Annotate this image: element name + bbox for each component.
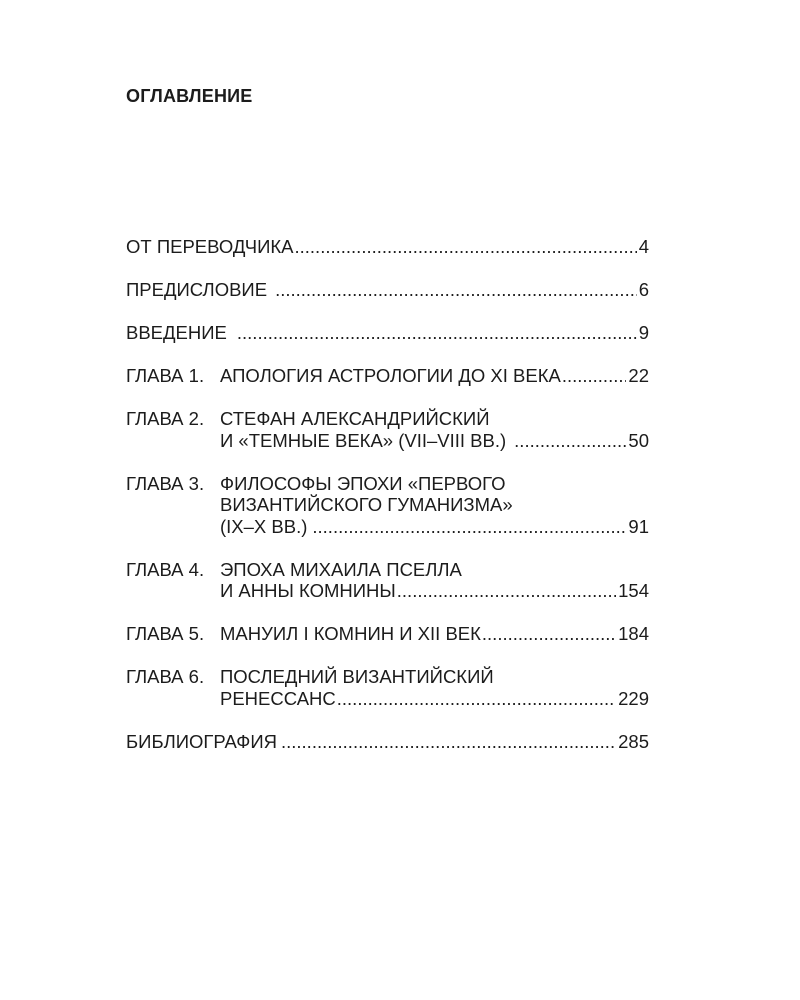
toc-page-number: 4 xyxy=(638,236,649,257)
toc-entry-title: БИБЛИОГРАФИЯ xyxy=(126,730,277,752)
toc-heading: ОГЛАВЛЕНИЕ xyxy=(126,86,253,106)
dot-leader xyxy=(237,322,637,344)
dot-leader xyxy=(397,580,616,602)
toc-page-number: 50 xyxy=(628,429,649,451)
toc-entry-title: ПРЕДИСЛОВИЕ xyxy=(126,279,268,300)
chapter-label: ГЛАВА 2. xyxy=(126,408,205,429)
toc-page-number: 184 xyxy=(618,623,649,644)
toc-entry-preface xyxy=(126,279,649,301)
toc-entry-title: МАНУИЛ I КОМНИН И XII ВЕК xyxy=(220,623,481,644)
chapter-label: ГЛАВА 4. xyxy=(126,558,205,580)
toc-entry-title: ВВЕДЕНИЕ xyxy=(126,322,227,343)
toc-entry-title: АПОЛОГИЯ АСТРОЛОГИИ ДО XI ВЕКА xyxy=(220,365,561,386)
toc-entry-bibliography xyxy=(126,731,649,753)
toc-page-number: 285 xyxy=(618,730,649,752)
toc-entry-chapter-1 xyxy=(126,365,649,387)
toc-entry-title-continued: РЕНЕССАНС xyxy=(220,687,336,709)
dot-leader xyxy=(312,516,626,538)
toc-entry-title: ПОСЛЕДНИЙ ВИЗАНТИЙСКИЙ xyxy=(220,666,494,687)
toc-page-number: 6 xyxy=(638,279,649,300)
toc-entry-title: ОТ ПЕРЕВОДЧИКА xyxy=(126,236,294,257)
toc-entry-title: СТЕФАН АЛЕКСАНДРИЙСКИЙ xyxy=(220,408,490,429)
table-of-contents xyxy=(126,236,649,752)
toc-entry-title-continued: ВИЗАНТИЙСКОГО ГУМАНИЗМА» xyxy=(220,494,513,515)
toc-page-number: 154 xyxy=(618,580,649,601)
toc-page-number: 91 xyxy=(628,515,649,537)
toc-entry-title: ФИЛОСОФЫ ЭПОХИ «ПЕРВОГО xyxy=(220,472,506,494)
toc-entry-title-continued: И АННЫ КОМНИНЫ xyxy=(220,580,396,601)
dot-leader xyxy=(281,731,616,753)
toc-entry-chapter-4 xyxy=(126,559,649,602)
toc-page-number: 9 xyxy=(638,322,649,343)
dot-leader xyxy=(337,688,616,710)
toc-page-number: 22 xyxy=(628,365,649,386)
chapter-label: ГЛАВА 5. xyxy=(126,623,205,644)
dot-leader xyxy=(295,236,637,258)
toc-entry-title-continued: И «ТЕМНЫЕ ВЕКА» (VII–VIII ВВ.) xyxy=(220,429,507,451)
toc-entry-introduction xyxy=(126,322,649,344)
toc-entry-translator-note xyxy=(126,236,649,258)
toc-entry-title-continued: (IX–X ВВ.) xyxy=(220,515,308,537)
dot-leader xyxy=(482,623,616,645)
chapter-label: ГЛАВА 1. xyxy=(126,365,205,386)
chapter-label: ГЛАВА 3. xyxy=(126,472,205,494)
dot-leader xyxy=(514,430,626,452)
dot-leader xyxy=(562,365,627,387)
toc-entry-title: ЭПОХА МИХАИЛА ПСЕЛЛА xyxy=(220,558,462,580)
chapter-label: ГЛАВА 6. xyxy=(126,666,205,687)
toc-entry-chapter-5 xyxy=(126,623,649,645)
toc-entry-chapter-6 xyxy=(126,666,649,709)
toc-page-number: 229 xyxy=(618,687,649,709)
toc-entry-chapter-2 xyxy=(126,408,649,451)
dot-leader xyxy=(275,279,637,301)
toc-entry-chapter-3 xyxy=(126,473,649,538)
